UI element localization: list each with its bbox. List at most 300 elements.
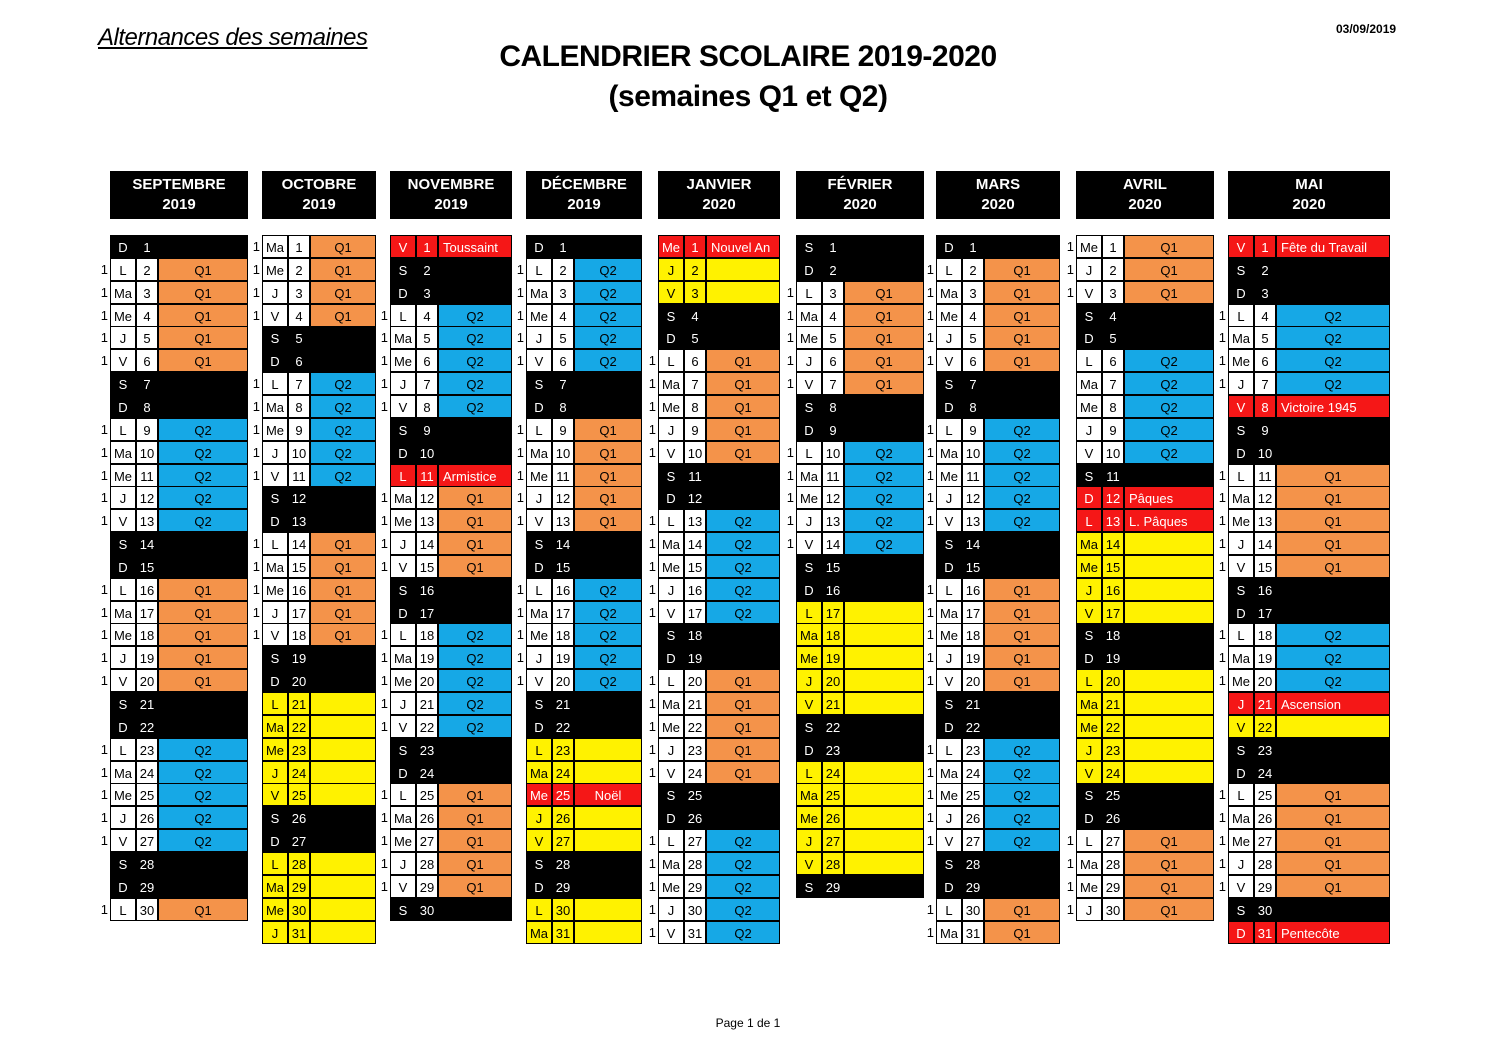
day-name: L [936,258,962,281]
day-row [512,349,642,372]
day-name: L [936,898,962,921]
week-label: Q1 [1124,898,1214,921]
day-row [644,304,780,327]
month-year: 2019 [567,196,601,213]
day-row [512,395,642,418]
day-row [512,715,642,738]
day-row [248,349,376,372]
week-label [158,372,248,395]
day-row [248,441,376,464]
week-marker [96,555,108,578]
day-number: 7 [136,372,158,395]
day-number: 31 [684,921,706,944]
week-label: Q2 [984,738,1060,761]
day-row [248,715,376,738]
day-name: D [658,486,684,509]
day-name: D [936,395,962,418]
week-label [310,669,376,692]
week-label: Q2 [844,441,924,464]
day-name: V [526,829,552,852]
day-number: 10 [136,441,158,464]
week-marker [644,464,656,487]
day-number: 16 [416,578,438,601]
day-name: J [658,898,684,921]
day-row [1062,235,1214,258]
day-number: 28 [552,852,574,875]
day-row [376,646,512,669]
day-number: 23 [1254,738,1276,761]
day-number: 9 [416,418,438,441]
week-label [844,806,924,829]
week-label: Q1 [706,349,780,372]
week-label: Q1 [574,486,642,509]
day-row [1214,761,1390,784]
day-row [1214,898,1390,921]
day-name: D [262,509,288,532]
week-marker [782,601,794,624]
week-marker: 1 [648,878,656,894]
month-header [262,171,376,219]
week-label: Q1 [438,829,512,852]
day-number: 12 [962,486,984,509]
day-name: J [1076,898,1102,921]
week-marker [248,921,260,944]
week-marker [922,395,934,418]
week-marker [1062,486,1074,509]
day-row [644,372,780,395]
day-name: Ma [1228,486,1254,509]
week-label [574,372,642,395]
day-row [644,258,780,281]
day-row [782,532,924,555]
week-label: Q1 [438,509,512,532]
week-marker: 1 [648,376,656,392]
week-marker [1062,304,1074,327]
week-marker: 1 [926,261,934,277]
day-row [1214,578,1390,601]
week-label [438,441,512,464]
day-number: 29 [416,875,438,898]
week-marker [644,235,656,258]
week-marker [1062,783,1074,806]
week-label [844,646,924,669]
week-label: Q1 [984,898,1060,921]
week-marker: 1 [648,444,656,460]
day-name: Me [526,464,552,487]
day-name: Ma [110,761,136,784]
week-marker: 1 [1218,650,1226,666]
week-marker [376,898,388,921]
day-number: 22 [1254,715,1276,738]
day-number: 13 [822,509,844,532]
week-label [310,875,376,898]
day-row [782,669,924,692]
week-marker: 1 [648,513,656,529]
day-row [644,898,780,921]
week-marker: 1 [516,467,524,483]
week-label: Q1 [438,555,512,578]
day-name: S [390,738,416,761]
day-number: 29 [962,875,984,898]
week-marker [96,715,108,738]
day-number: 2 [288,258,310,281]
week-marker [248,326,260,349]
day-name: L [936,418,962,441]
day-name: Ma [262,555,288,578]
week-label [844,258,924,281]
week-label: Q1 [844,372,924,395]
day-row [248,761,376,784]
day-row [96,395,248,418]
day-name: S [796,235,822,258]
day-number: 25 [136,783,158,806]
day-name: L [390,304,416,327]
day-row [248,258,376,281]
day-number: 30 [136,898,158,921]
day-number: 12 [136,486,158,509]
week-marker: 1 [100,627,108,643]
week-marker: 1 [648,718,656,734]
month-year: 2019 [302,196,336,213]
week-label [438,738,512,761]
day-row [96,669,248,692]
week-marker [512,692,524,715]
week-label: Q2 [574,258,642,281]
day-row [1214,646,1390,669]
day-row [96,486,248,509]
day-row [782,418,924,441]
day-name: D [1228,761,1254,784]
day-name: S [390,898,416,921]
week-marker: 1 [926,833,934,849]
day-number: 11 [1102,464,1124,487]
day-number: 24 [416,761,438,784]
day-row [1214,738,1390,761]
day-number: 28 [962,852,984,875]
day-row [512,783,642,806]
week-marker [248,806,260,829]
day-name: V [526,669,552,692]
day-row [644,601,780,624]
week-label: Q1 [1124,829,1214,852]
week-marker [512,806,524,829]
week-label: Q2 [984,486,1060,509]
week-label: Q2 [706,555,780,578]
day-number: 21 [552,692,574,715]
day-row [922,509,1060,532]
week-marker: 1 [1218,673,1226,689]
day-number: 20 [288,669,310,692]
week-marker [782,738,794,761]
week-marker: 1 [786,490,794,506]
day-name: Ma [1228,326,1254,349]
day-row [644,235,780,258]
holiday-label: Pâques [1124,486,1214,509]
day-number: 1 [822,235,844,258]
week-marker: 1 [1066,901,1074,917]
week-marker: 1 [516,307,524,323]
day-name: Me [390,349,416,372]
month-name: DÉCEMBRE [541,176,627,193]
day-number: 29 [822,875,844,898]
day-name: Ma [390,806,416,829]
day-name: S [1076,304,1102,327]
day-number: 3 [1254,281,1276,304]
day-number: 30 [1254,898,1276,921]
day-number: 14 [288,532,310,555]
week-label [1276,738,1390,761]
week-marker: 1 [516,673,524,689]
day-name: Ma [526,761,552,784]
day-number: 1 [552,235,574,258]
day-row [96,304,248,327]
week-label: Q1 [574,464,642,487]
day-number: 28 [684,852,706,875]
week-marker: 1 [926,581,934,597]
day-row [248,578,376,601]
day-name: L [1076,829,1102,852]
day-row [248,418,376,441]
week-label: Q2 [158,509,248,532]
day-row [1062,715,1214,738]
day-number: 15 [684,555,706,578]
week-marker: 1 [648,421,656,437]
day-row [1062,326,1214,349]
day-number: 2 [822,258,844,281]
week-label [438,761,512,784]
day-name: S [1228,418,1254,441]
day-row [644,281,780,304]
day-number: 2 [962,258,984,281]
week-label [984,235,1060,258]
day-name: D [262,669,288,692]
week-label [706,646,780,669]
week-label: Q1 [1276,875,1390,898]
day-name: D [390,441,416,464]
day-name: V [658,441,684,464]
week-label: Q2 [1124,349,1214,372]
week-label: Q1 [984,578,1060,601]
day-name: Ma [1228,646,1254,669]
day-name: D [936,555,962,578]
week-marker: 1 [648,581,656,597]
day-name: S [526,852,552,875]
day-number: 26 [1254,806,1276,829]
week-marker: 1 [786,376,794,392]
day-name: D [936,715,962,738]
day-name: V [110,669,136,692]
week-label: Q2 [1124,372,1214,395]
week-label: Q1 [984,921,1060,944]
week-label: Q1 [706,395,780,418]
week-marker [1214,281,1226,304]
day-row [782,464,924,487]
week-marker: 1 [100,901,108,917]
day-name: Ma [1076,852,1102,875]
day-name: Ma [936,921,962,944]
day-row [376,304,512,327]
day-number: 11 [822,464,844,487]
week-label: Q1 [1276,486,1390,509]
day-number: 18 [136,623,158,646]
day-number: 22 [822,715,844,738]
day-name: V [796,372,822,395]
week-marker [512,738,524,761]
day-name: Me [796,326,822,349]
day-row [922,669,1060,692]
day-row [1062,349,1214,372]
day-row [512,692,642,715]
week-label: Q1 [438,532,512,555]
week-marker [248,852,260,875]
day-name: J [110,486,136,509]
day-number: 15 [416,555,438,578]
week-label: Q2 [1276,304,1390,327]
day-name: V [110,349,136,372]
day-row [376,829,512,852]
week-marker: 1 [786,444,794,460]
day-row [96,349,248,372]
day-number: 23 [962,738,984,761]
day-name: L [796,761,822,784]
week-marker [96,395,108,418]
week-marker [1214,715,1226,738]
day-number: 24 [1254,761,1276,784]
week-label: Q2 [158,829,248,852]
week-marker: 1 [648,741,656,757]
month-year: 2020 [702,196,736,213]
week-label [706,783,780,806]
week-marker [1214,761,1226,784]
day-row [376,715,512,738]
day-number: 23 [1102,738,1124,761]
week-marker [922,372,934,395]
day-name: V [936,669,962,692]
day-number: 27 [552,829,574,852]
week-label: Q2 [158,761,248,784]
week-label: Q2 [438,669,512,692]
day-row [512,326,642,349]
day-row [922,532,1060,555]
day-number: 1 [136,235,158,258]
day-name: D [658,326,684,349]
week-marker [248,349,260,372]
day-number: 30 [684,898,706,921]
week-label: Q2 [310,418,376,441]
day-row [782,623,924,646]
week-label: Q1 [158,326,248,349]
day-number: 10 [1102,441,1124,464]
week-marker: 1 [516,604,524,620]
day-row [922,395,1060,418]
week-label [984,875,1060,898]
week-label [1124,715,1214,738]
week-marker: 1 [648,398,656,414]
day-number: 7 [962,372,984,395]
week-label [844,852,924,875]
day-row [644,441,780,464]
week-marker [1214,921,1226,944]
day-name: J [526,646,552,669]
week-marker: 1 [100,513,108,529]
week-marker [248,898,260,921]
day-number: 12 [1102,486,1124,509]
week-label [1124,738,1214,761]
day-row [248,464,376,487]
day-row [782,578,924,601]
week-marker [644,281,656,304]
day-number: 17 [822,601,844,624]
day-row [1062,806,1214,829]
day-row [512,738,642,761]
day-number: 15 [822,555,844,578]
month-header [1228,171,1390,219]
week-label: Q2 [158,806,248,829]
day-name: J [658,418,684,441]
day-name: Me [936,783,962,806]
day-name: Ma [262,715,288,738]
week-label: Q1 [310,601,376,624]
day-name: D [1228,921,1254,944]
day-name: Me [262,258,288,281]
day-row [922,441,1060,464]
week-label [574,829,642,852]
week-label [1276,281,1390,304]
day-name: V [1076,281,1102,304]
week-marker: 1 [380,833,388,849]
page-title-line2: (semaines Q1 et Q2) [608,80,888,113]
day-row [782,486,924,509]
day-row [96,418,248,441]
week-label: Q2 [984,418,1060,441]
week-label: Q1 [158,623,248,646]
day-number: 12 [416,486,438,509]
day-row [782,852,924,875]
day-name: L [526,418,552,441]
week-label: Q1 [1276,555,1390,578]
day-row [1214,281,1390,304]
week-marker: 1 [380,878,388,894]
day-name: D [526,555,552,578]
week-label: Q1 [984,326,1060,349]
week-marker: 1 [926,627,934,643]
week-label: Q1 [844,349,924,372]
day-number: 21 [684,692,706,715]
day-name: Me [262,738,288,761]
week-marker: 1 [648,924,656,940]
day-row [1214,669,1390,692]
week-label: Q2 [574,281,642,304]
day-row [1062,258,1214,281]
day-row [644,875,780,898]
day-number: 24 [1102,761,1124,784]
day-number: 18 [684,623,706,646]
day-name: L [658,509,684,532]
week-marker [512,852,524,875]
week-marker: 1 [1066,261,1074,277]
week-marker [96,372,108,395]
day-row [248,921,376,944]
day-name: Ma [526,921,552,944]
day-row [376,669,512,692]
day-row [1062,738,1214,761]
week-marker [512,761,524,784]
day-name: S [1228,258,1254,281]
day-number: 26 [136,806,158,829]
day-number: 8 [552,395,574,418]
day-number: 31 [288,921,310,944]
week-label [310,761,376,784]
